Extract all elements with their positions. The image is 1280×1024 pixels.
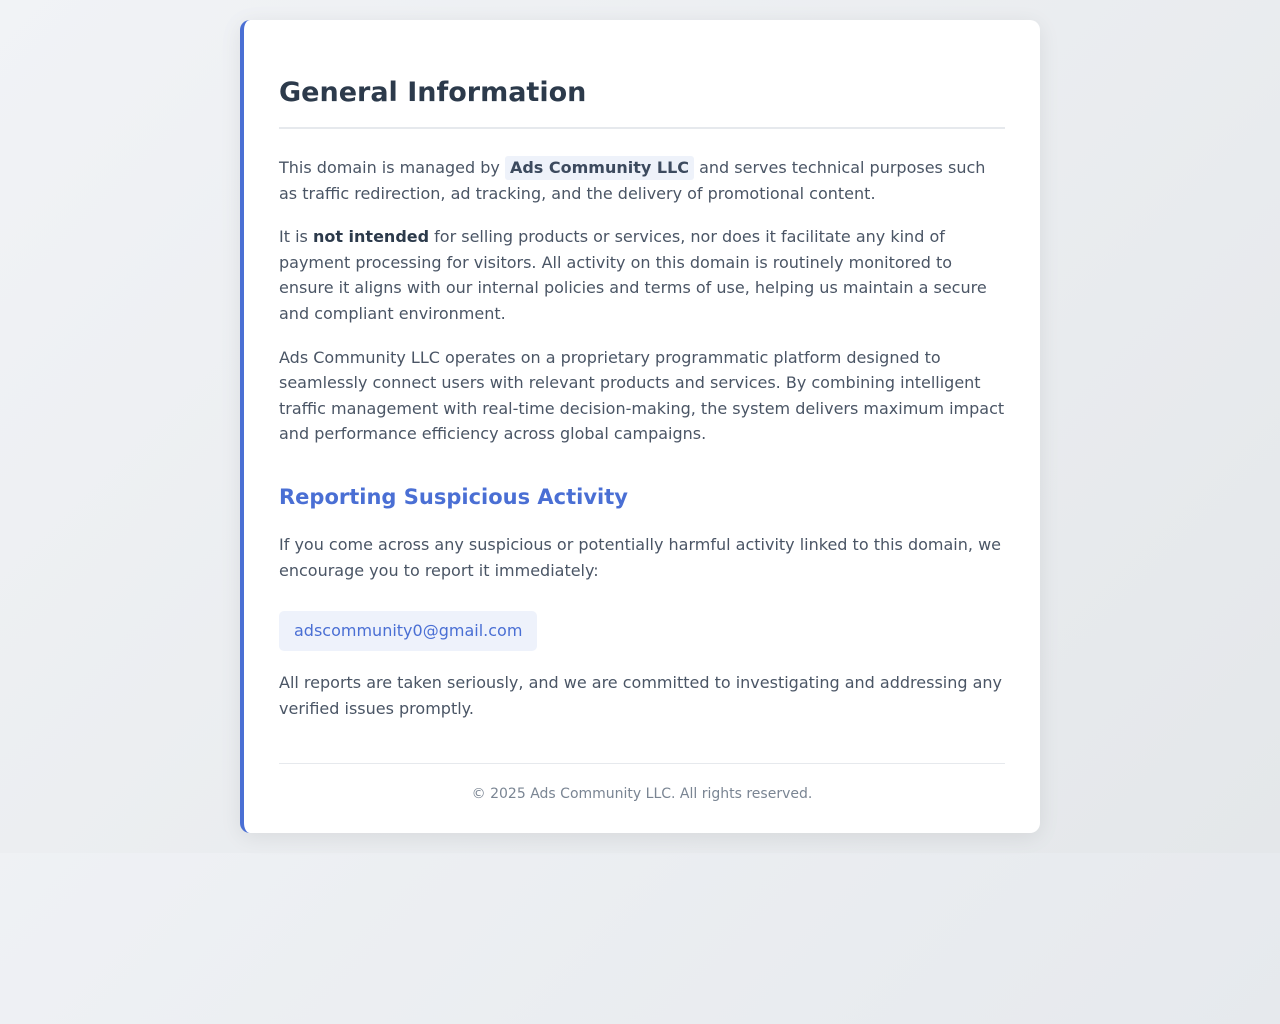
intro-text-before: This domain is managed by: [279, 158, 505, 177]
info-card: [240, 20, 1040, 833]
reporting-closing: All reports are taken seriously, and we are committed to investigating and addressing any verified issues promptly.: [279, 673, 1003, 718]
purpose-paragraph: [279, 224, 1005, 326]
company-name-badge: Ads Community LLC: [505, 156, 694, 180]
footer-copyright: © 2025 Ads Community LLC. All rights reserved.: [279, 763, 1005, 803]
reporting-heading: Reporting Suspicious Activity: [279, 484, 628, 509]
platform-paragraph: Ads Community LLC operates on a proprietary programmatic platform designed to seamlessly connect users with relevant products and services. By combining intelligent traffic management with real-time decision-making, the system delivers maximum impact and performance efficiency across global campaigns.: [279, 347, 1005, 444]
purpose-text-after: for selling products or services, nor does it facilitate any kind of payment processing for visitors. All activity on this domain is routinely monitored to ensure it aligns with our internal policies and terms of use, helping us maintain a secure and compliant environment.: [279, 227, 987, 323]
intro-text-after: and serves technical purposes such as traffic redirection, ad tracking, and the delivery of promotional content.: [279, 158, 986, 203]
purpose-emphasis: not intended: [312, 227, 430, 247]
reporting-intro: If you come across any suspicious or potentially harmful activity linked to this domain, we encourage you to report it immediately:: [279, 534, 1001, 580]
intro-paragraph: [279, 155, 1005, 206]
purpose-text-before: It is: [279, 227, 313, 247]
page-title: General Information: [279, 74, 1005, 129]
report-email-link[interactable]: adscommunity0@gmail.com: [279, 611, 537, 651]
